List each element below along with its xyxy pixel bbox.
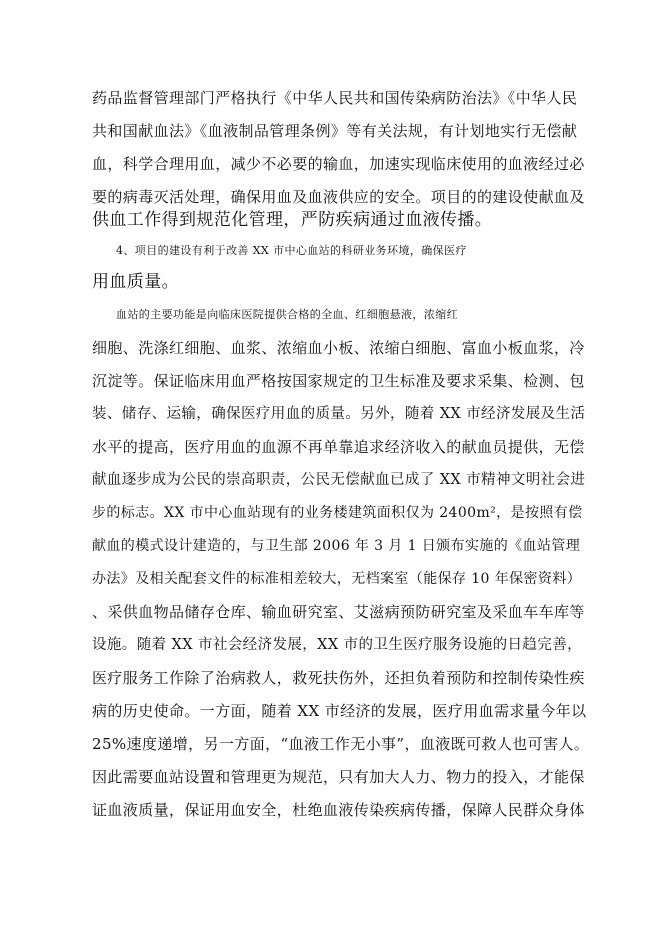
text-line: 设施。随着 XX 市社会经济发展，XX 市的卫生医疗服务设施的日趋完善， [92,637,583,653]
text-line: 共和国献血法》《血液制品管理条例》等有关法规，有计划地实行无偿献 [92,122,578,140]
text-line: 因此需要血站设置和管理更为规范，只有加大人力、物力的投入，才能保 [92,768,585,786]
text-line: 供血工作得到规范化管理，严防疾病通过血液传播。 [92,210,493,230]
text-line: 用血质量。 [92,272,179,292]
text-line: 25%速度递增，另一方面，“血液工作无小事”，血液既可救人也可害人。 [92,735,590,753]
text-line: 证血液质量，保证用血安全，杜绝血液传染疾病传播，保障人民群众身体 [92,801,585,819]
text-line: 药品监督管理部门严格执行《中华人民共和国传染病防治法》《中华人民 [92,89,578,107]
text-line: 、采供血物品储存仓库、输血研究室、艾滋病预防研究室及采血车车库等 [92,603,585,621]
text-line: 办法》及相关配套文件的标准相差较大，无档案室（能保存 10 年保密资料） [92,571,582,587]
text-line: 水平的提高，医疗用血的血源不再单靠追求经济收入的献血员提供，无偿 [92,438,585,456]
text-line: 沉淀等。保证临床用血严格按国家规定的卫生标准及要求采集、检测、包 [92,372,585,390]
text-line: 要的病毒灭活处理，确保用血及血液供应的安全。项目的的建设使献血及 [92,188,585,206]
text-line: 献血的模式设计建造的，与卫生部 2006 年 3 月 1 日颁布实施的《血站管理 [92,538,581,554]
text-line: 血站的主要功能是向临床医院提供合格的全血、红细胞悬液，浓缩红 [116,308,458,321]
text-line: 医疗服务工作除了治病救人，救死扶伤外，还担负着预防和控制传染性疾 [92,669,585,687]
text-line: 血，科学合理用血，减少不必要的输血，加速实现临床使用的血液经过必 [92,155,585,173]
text-line: 细胞、洗涤红细胞、血浆、浓缩血小板、浓缩白细胞、富血小板血浆，冷 [92,339,585,357]
text-line: 病的历史使命。一方面，随着 XX 市经济的发展，医疗用血需求量今年以 [92,702,587,720]
text-line: 步的标志。XX 市中心血站现有的业务楼建筑面积仅为 2400m²，是按照有偿 [92,505,583,521]
text-line: 4、项目的建设有利于改善 XX 市中心血站的科研业务环境，确保医疗 [116,244,467,257]
text-line: 献血逐步成为公民的崇高职责，公民无偿献血已成了 XX 市精神文明社会进 [92,472,586,488]
text-line: 装、储存、运输，确保医疗用血的质量。另外，随着 XX 市经济发展及生活 [92,406,586,422]
